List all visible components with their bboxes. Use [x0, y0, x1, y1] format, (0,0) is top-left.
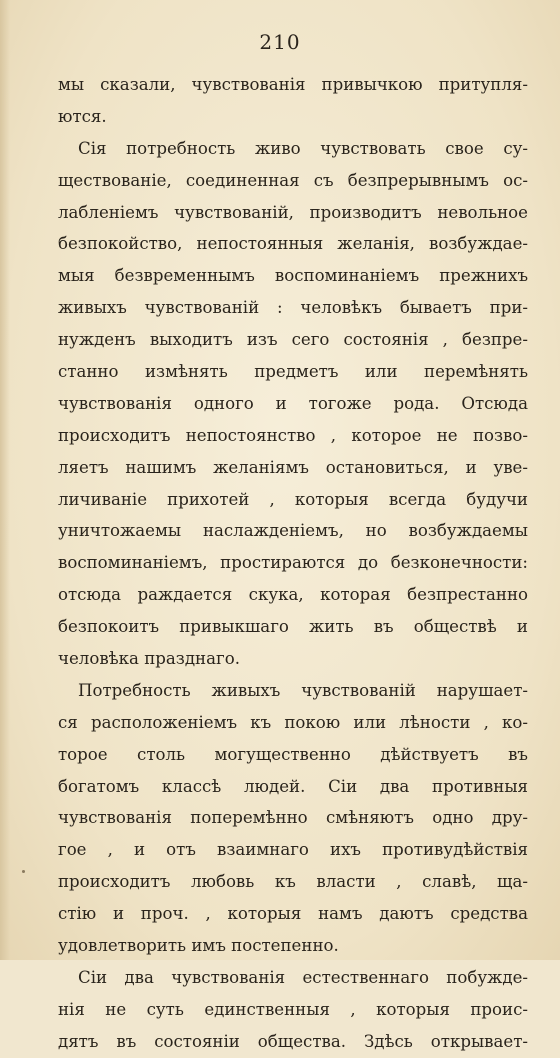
page-number: 210 — [259, 30, 301, 54]
text-line: стію и проч. , которыя намъ даютъ средства — [58, 904, 528, 924]
text-line: удовлетворить имъ постепенно. — [58, 936, 339, 956]
text-line: Сія потребность живо чувствовать свое су- — [78, 138, 528, 158]
text-line: живыхъ чувствованій : человѣкъ бываетъ при- — [58, 298, 528, 318]
text-line: дятъ въ состояніи общества. Здѣсь открывает- — [58, 1031, 528, 1051]
text-line: ются. — [58, 106, 107, 126]
text-line: ся расположеніемъ къ покою или лѣности , ко- — [58, 712, 528, 732]
text-line: нія не суть единственныя , которыя проис- — [58, 999, 528, 1019]
text-line: отсюда раждается скука, которая безпрестанно — [58, 585, 528, 605]
text-line: ществованіе, соединенная съ безпрерывнымъ ос- — [58, 170, 528, 190]
text-line: нужденъ выходитъ изъ сего состоянія , безпре- — [58, 330, 528, 350]
text-line: ляетъ нашимъ желаніямъ остановиться, и уве- — [58, 457, 528, 477]
text-line: происходитъ непостоянство , которое не позво- — [58, 425, 528, 445]
ink-speck — [22, 870, 25, 873]
text-line: торое столь могущественно дѣйствуетъ въ — [58, 744, 528, 764]
text-line: воспоминаніемъ, простираются до безконечности: — [58, 553, 528, 573]
text-line: мыя безвременнымъ воспоминаніемъ прежнихъ — [58, 266, 528, 286]
text-line: гое , и отъ взаимнаго ихъ противудѣйствія — [58, 840, 528, 860]
text-line: уничтожаемы наслажденіемъ, но возбуждаемы — [58, 521, 528, 541]
text-line: чувствованія поперемѣнно смѣняютъ одно дру- — [58, 808, 528, 828]
body-text — [58, 69, 528, 1058]
text-line: безпокоитъ привыкшаго жить въ обществѣ и — [58, 617, 528, 637]
text-line: человѣка празднаго. — [58, 649, 240, 669]
text-line: происходитъ любовь къ власти , славѣ, ща- — [58, 872, 528, 892]
text-line: чувствованія одного и тогоже рода. Отсюда — [58, 393, 528, 413]
text-line: станно измѣнять предметъ или перемѣнять — [58, 362, 528, 382]
text-line: мы сказали, чувствованія привычкою притупля- — [58, 75, 528, 94]
page-edge-shadow — [0, 0, 10, 960]
text-line: богатомъ классѣ людей. Сіи два противныя — [58, 776, 528, 796]
text-line: лабленіемъ чувствованій, производитъ невольное — [58, 202, 528, 222]
text-line: Сіи два чувствованія естественнаго побужде- — [78, 967, 528, 987]
text-line: Потребность живыхъ чувствованій нарушает- — [78, 680, 528, 700]
text-line: личиваніе прихотей , которыя всегда будучи — [58, 489, 528, 509]
text-line: безпокойство, непостоянныя желанія, возбуждае- — [58, 234, 528, 254]
